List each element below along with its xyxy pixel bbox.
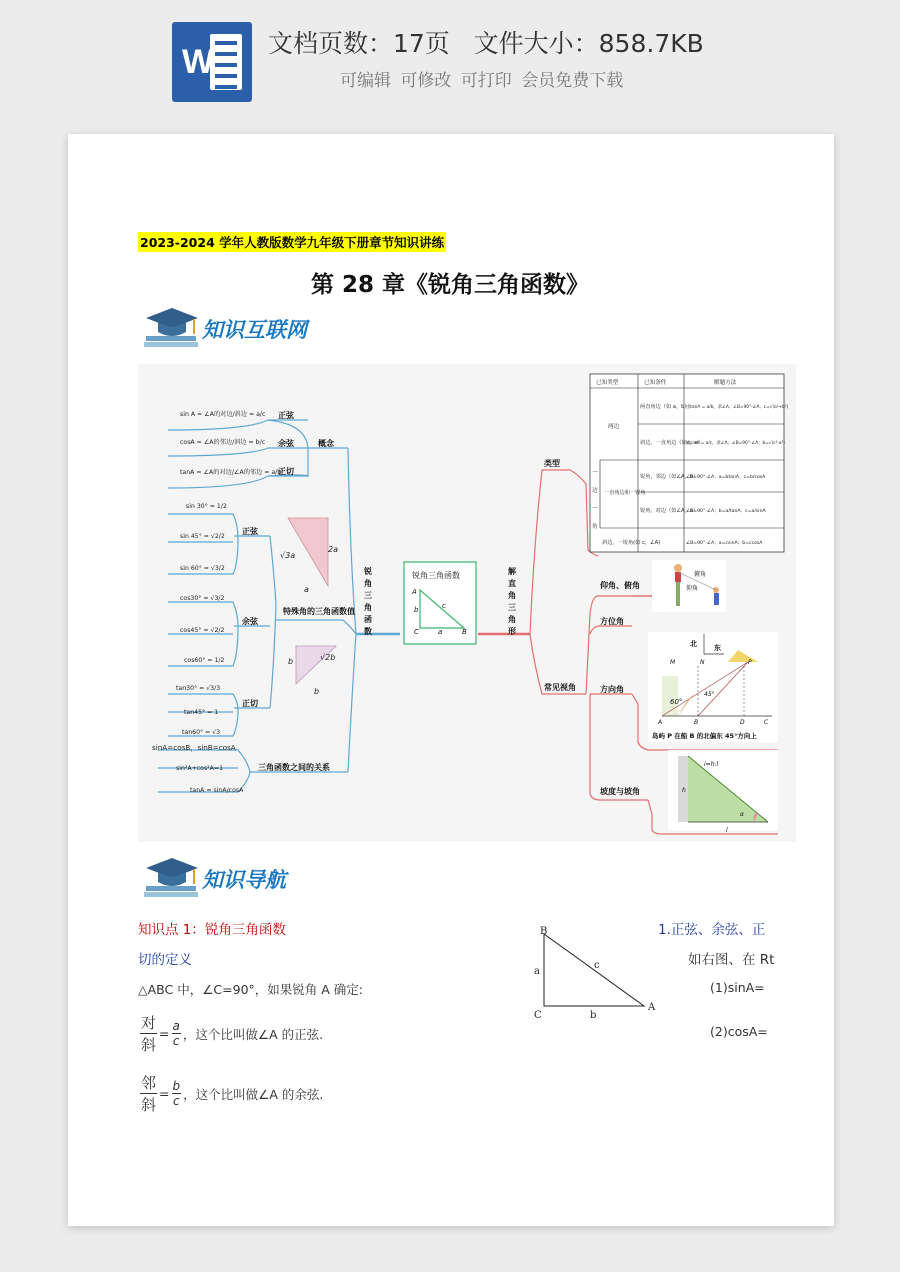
table-one-side-one-angle: 一边一角 (592, 470, 598, 530)
relation-1: sinA=cosB，sinB=cosA (152, 743, 236, 752)
svg-text:l: l (726, 827, 728, 834)
elevation-label: 仰角 (686, 585, 699, 592)
sin30-value: sin 30° = 1/2 (186, 503, 227, 510)
svg-text:c: c (442, 602, 446, 610)
label-podu: 坡度与坡角 (600, 787, 640, 796)
table-r5-method: ∠B=90°-∠A；a=csinA；b=ccosA (686, 541, 763, 546)
table-r1-condition: 两直角边（如 a，b） (640, 404, 690, 410)
cos60-value: cos60° = 1/2 (184, 657, 225, 664)
label-special-values: 特殊角的三角函数值 (283, 607, 355, 616)
table-r3-condition: 锐角，邻边（如∠A，b） (640, 474, 699, 480)
tan30-value: tan30° = √3/3 (176, 685, 221, 692)
svg-text:α: α (740, 811, 744, 818)
label-zhengqie-1: 正切 (278, 467, 294, 476)
svg-text:h: h (682, 787, 686, 794)
sine-definition: 对 斜 = $\frac{a}{c}$ ，这个比叫做∠A 的正弦. (141, 1014, 324, 1054)
cos45-value: cos45° = √2/2 (180, 627, 225, 634)
elevation-depression-figure (652, 560, 726, 612)
graduation-cap-icon-2 (144, 854, 200, 900)
table-group-angle-side: 一直角边和一锐角 (604, 490, 646, 496)
svg-text:C: C (764, 719, 769, 726)
mind-map (138, 364, 796, 842)
svg-text:M: M (670, 659, 676, 666)
graduation-cap-icon (144, 304, 200, 350)
sin45-value: sin 45° = √2/2 (180, 533, 225, 540)
svg-text:C: C (414, 628, 419, 636)
label-yangfu: 仰角、俯角 (600, 581, 640, 590)
cos30-value: cos30° = √3/2 (180, 595, 225, 602)
knowledge-point-1-subtitle: 1.正弦、余弦、正 (658, 922, 766, 938)
table-r1-method: 由tanA = a/b，求∠A；∠B=90°-∠A；c=√(a²+b²) (686, 405, 789, 410)
depression-label: 俯角 (694, 571, 707, 578)
side-a: a (534, 966, 540, 977)
table-r4-method: ∠B=90°-∠A；b=a/tanA；c=a/sinA (686, 509, 766, 514)
svg-text:A: A (412, 588, 417, 596)
table-two-sides: 两边 (608, 424, 620, 430)
cosine-definition: 邻 斜 = $\frac{b}{c}$ ，这个比叫做∠A 的余弦. (141, 1074, 324, 1114)
svg-text:45°: 45° (704, 691, 715, 698)
svg-text:b: b (414, 606, 419, 614)
east-label: 东 (714, 644, 721, 652)
set-square-30-60 (280, 518, 338, 594)
word-icon: W (172, 22, 252, 102)
vertex-B: B (540, 926, 548, 937)
slope-ratio: i=h:l (704, 761, 719, 768)
label-relation: 三角函数之间的关系 (258, 763, 330, 772)
formula-cos: cosA = ∠A的邻边/斜边 = b/c (180, 439, 266, 446)
cosine-definition-text: ，这个比叫做∠A 的余弦. (183, 1086, 324, 1102)
svg-text:a: a (438, 628, 443, 636)
sinA-label: (1)sinA= (710, 980, 765, 995)
svg-text:B: B (462, 628, 467, 636)
label-concept: 概念 (318, 439, 334, 448)
section-logo-navigation (144, 854, 344, 900)
svg-text:P: P (748, 659, 752, 666)
chapter-title: 第 28 章《锐角三角函数》 (310, 272, 590, 298)
table-r2-condition: 斜边，一直角边（如c，a） (640, 440, 704, 446)
svg-text:A: A (658, 719, 663, 726)
tan60-value: tan60° = √3 (182, 729, 221, 736)
svg-text:B: B (694, 719, 699, 726)
section-logo-network (144, 304, 344, 350)
svg-text:b: b (288, 657, 294, 666)
table-r4-condition: 锐角，对边（如∠A，a） (640, 508, 699, 514)
right-root-label: 解直角三角形 (508, 567, 516, 636)
table-r3-method: ∠B=90°-∠A；a=btanA；c=b/cosA (686, 475, 766, 480)
table-r5-condition: 斜边，一锐角(如 c，∠A) (602, 540, 661, 546)
table-head-method: 解题方法 (714, 380, 737, 386)
section-title-navigation: 知识导航 (202, 868, 286, 892)
table-head-condition: 已知条件 (644, 380, 667, 386)
knowledge-point-1: 知识点 1：锐角三角函数 (138, 922, 286, 938)
label-zhengqie-2: 正切 (242, 699, 258, 708)
label-zhengxian-2: 正弦 (242, 527, 258, 536)
right-triangle-figure (526, 922, 666, 1022)
slope-figure (668, 750, 778, 834)
sine-definition-text: ，这个比叫做∠A 的正弦. (182, 1026, 324, 1042)
left-root-label: 锐角三角函数 (364, 567, 372, 636)
relation-2: sin²A+cos²A=1 (176, 765, 224, 772)
label-fangxiang: 方向角 (600, 685, 624, 694)
file-info-subtitle: 可编辑 可修改 可打印 会员免费下载 (340, 71, 624, 91)
definition-line: 切的定义 (138, 952, 192, 968)
island-caption: 岛屿 P 在船 B 的北偏东 45°方向上 (652, 732, 757, 740)
vertex-C: C (534, 1010, 542, 1021)
formula-sin: sin A = ∠A的对边/斜边 = a/c (180, 411, 266, 418)
table-r2-method: 由sinA = a/c，求∠A；∠B=90°-∠A；b=√(c²-a²) (686, 441, 785, 446)
cosA-label: (2)cosA= (710, 1024, 768, 1039)
svg-text:N: N (700, 659, 705, 666)
section-title-network: 知识互联网 (202, 318, 307, 342)
label-fangwei: 方位角 (600, 617, 624, 626)
side-b: b (590, 1010, 597, 1021)
rt-line: 如右图、在 Rt (688, 952, 775, 968)
download-header (0, 0, 900, 120)
label-common-angles: 常见视角 (544, 683, 576, 692)
file-info-title: 文档页数：17页 文件大小：858.7KB (268, 29, 704, 58)
tan45-value: tan45° = 1 (184, 709, 219, 716)
svg-text:60°: 60° (670, 698, 683, 706)
label-yuxian-1: 余弦 (278, 439, 294, 448)
svg-text:√2b: √2b (320, 653, 336, 662)
svg-text:√3a: √3a (280, 551, 296, 560)
solution-table (590, 374, 789, 552)
center-box-title: 锐角三角函数 (412, 571, 460, 580)
label-zhengxian-1: 正弦 (278, 411, 294, 420)
north-label: 北 (690, 640, 697, 648)
formula-tan: tanA = ∠A的对边/∠A的邻边 = a/b (180, 469, 282, 476)
vertex-A: A (648, 1002, 656, 1013)
set-square-45 (288, 646, 336, 696)
table-head-type: 已知类型 (596, 380, 619, 386)
svg-text:b: b (314, 687, 320, 696)
year-tag: 2023-2024 学年人教版数学九年级下册章节知识讲练 (138, 232, 446, 252)
relation-3: tanA = sinA/cosA (190, 787, 244, 794)
label-yuxian-2: 余弦 (242, 617, 258, 626)
svg-text:D: D (740, 719, 745, 726)
svg-text:2a: 2a (328, 545, 338, 554)
abc-line: △ABC 中，∠C=90°，如果锐角 A 确定: (138, 982, 363, 997)
side-c: c (594, 960, 600, 971)
sin60-value: sin 60° = √3/2 (180, 565, 225, 572)
label-type: 类型 (544, 459, 560, 468)
svg-text:a: a (304, 585, 309, 594)
direction-angle-figure (648, 632, 778, 742)
